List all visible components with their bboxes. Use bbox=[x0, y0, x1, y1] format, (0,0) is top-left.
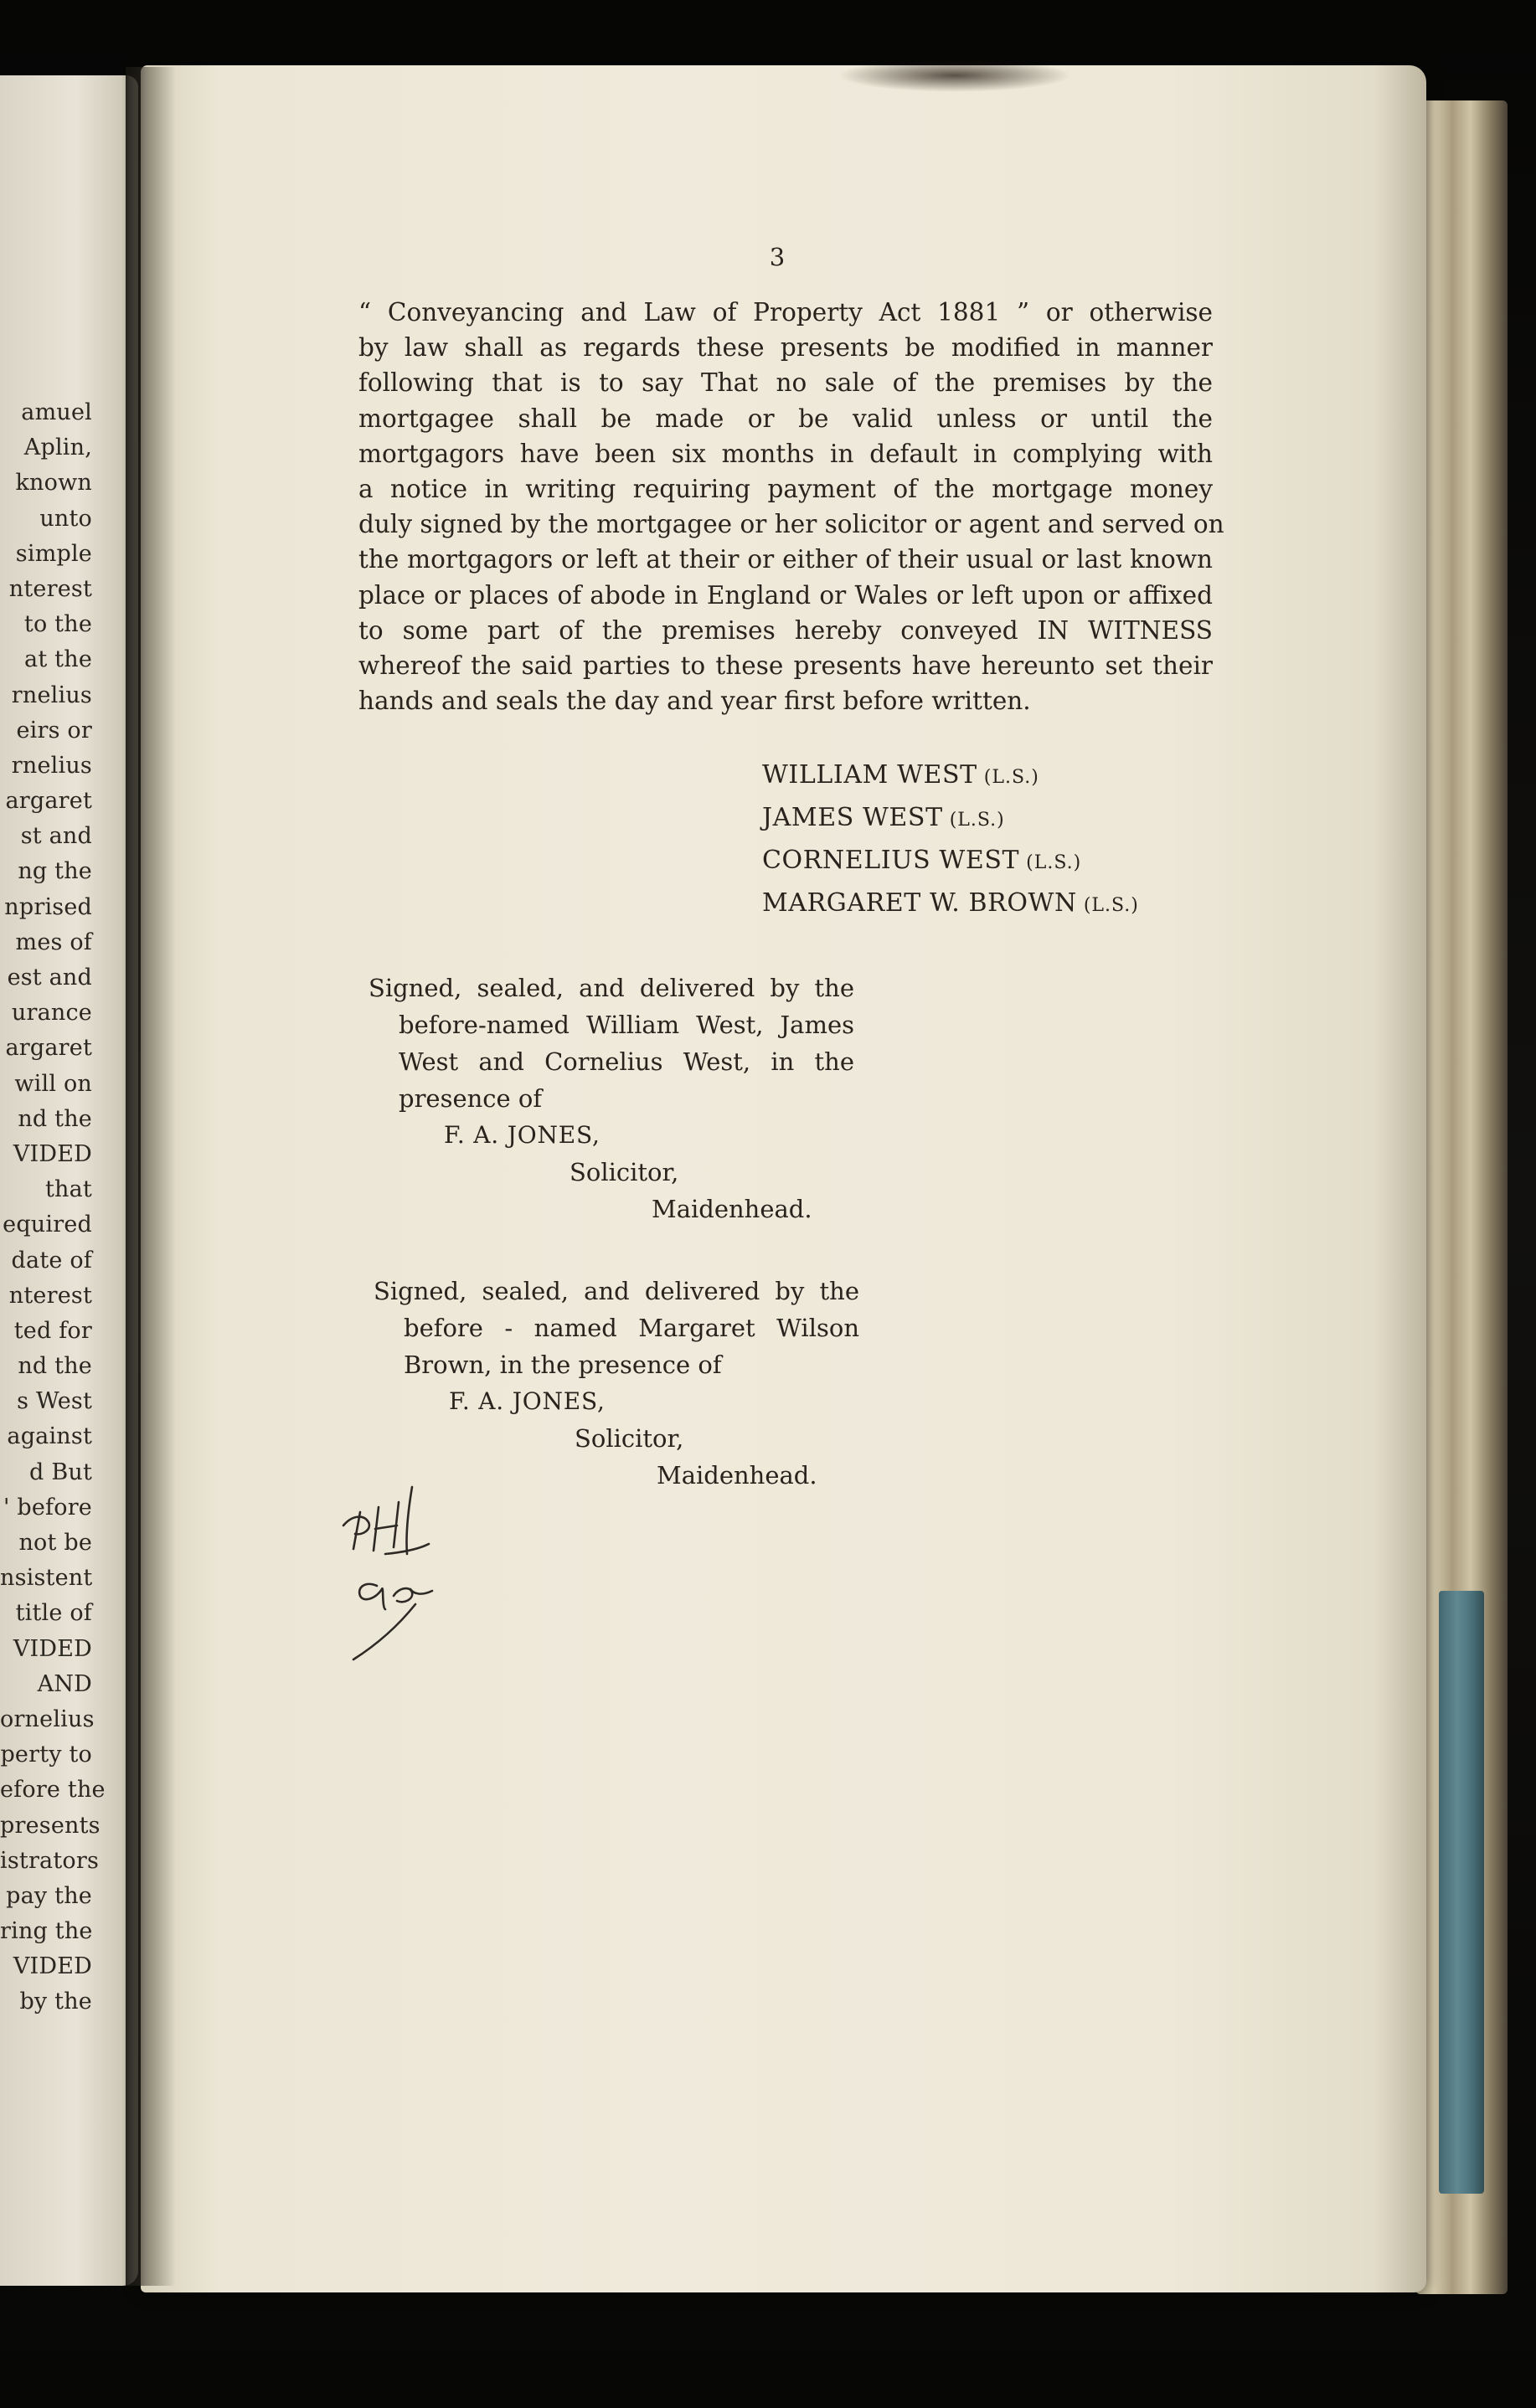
left-page-line: mes of bbox=[15, 929, 92, 955]
left-page-line: amuel bbox=[21, 399, 92, 425]
attestation-line: Signed, sealed, and delivered by the bbox=[369, 974, 854, 1002]
left-page-line: s West bbox=[17, 1388, 92, 1415]
left-page-line: efore the bbox=[0, 1777, 106, 1803]
witness-place: Maidenhead. bbox=[652, 1195, 812, 1223]
left-page-line: st and bbox=[20, 823, 92, 850]
left-page-line: ornelius bbox=[0, 1706, 95, 1732]
left-page-text-fragments bbox=[0, 395, 106, 2020]
seal-mark: (L.S.) bbox=[1026, 852, 1082, 873]
body-line: by law shall as regards these presents be modified in manner bbox=[358, 333, 1213, 363]
left-page-line: nsistent bbox=[0, 1565, 93, 1592]
left-page-line: equired bbox=[3, 1212, 92, 1238]
signatory bbox=[762, 754, 1231, 796]
left-page bbox=[0, 75, 138, 2286]
left-page-line: VIDED bbox=[13, 1140, 92, 1167]
body-line: “ Conveyancing and Law of Property Act 1881 ” or otherwise bbox=[358, 298, 1213, 327]
signatory-name: JAMES WEST bbox=[762, 803, 943, 832]
left-page-line: d But bbox=[29, 1459, 92, 1485]
left-page-line: known bbox=[15, 470, 92, 497]
left-page-line: not be bbox=[18, 1530, 92, 1556]
left-page-line: eirs or bbox=[16, 717, 92, 743]
attestation-line: Brown, in the presence of bbox=[404, 1351, 722, 1379]
left-page-line: title of bbox=[15, 1600, 92, 1627]
left-page-line: argaret bbox=[5, 1035, 92, 1062]
left-page-line: at the bbox=[24, 646, 92, 673]
left-page-line: istrators bbox=[0, 1847, 100, 1874]
attestation-clause-1 bbox=[369, 970, 854, 1227]
left-page-line: date of bbox=[11, 1247, 92, 1273]
body-line: the mortgagors or left at their or either of their usual or last known bbox=[358, 545, 1213, 574]
witness-title: Solicitor, bbox=[575, 1424, 684, 1453]
gutter-shadow bbox=[126, 67, 176, 2286]
left-page-line: VIDED bbox=[13, 1635, 92, 1662]
blue-paper-tab bbox=[1439, 1591, 1484, 2194]
left-page-line: rnelius bbox=[11, 752, 92, 779]
left-page-line: nterest bbox=[8, 1282, 92, 1309]
seal-mark: (L.S.) bbox=[1083, 895, 1139, 916]
left-page-line: VIDED bbox=[13, 1953, 92, 1980]
attestation-text bbox=[374, 1273, 859, 1383]
left-page-line: unto bbox=[39, 505, 92, 532]
left-page-line: nterest bbox=[8, 575, 92, 602]
body-line: place or places of abode in England or Wales or left upon or affixed bbox=[358, 580, 1213, 610]
left-page-line: perty to bbox=[0, 1742, 92, 1768]
body-line: duly signed by the mortgagee or her solicitor or agent and served on bbox=[358, 510, 1224, 539]
left-page-line: Aplin, bbox=[23, 435, 92, 461]
signatory bbox=[762, 839, 1231, 882]
left-page-line: simple bbox=[15, 540, 92, 567]
witness-name: F. A. JONES, bbox=[444, 1121, 600, 1149]
attestation-text bbox=[369, 970, 854, 1117]
attestation-line: Signed, sealed, and delivered by the bbox=[374, 1277, 859, 1305]
left-page-line: urance bbox=[11, 1000, 92, 1026]
body-line: to some part of the premises hereby conveyed IN WITNESS bbox=[358, 615, 1213, 645]
left-page-line: against bbox=[7, 1423, 92, 1450]
witness-name: F. A. JONES, bbox=[449, 1387, 606, 1415]
left-page-line: nd the bbox=[18, 1105, 92, 1132]
attestation-line: presence of bbox=[399, 1084, 543, 1113]
left-page-line: to the bbox=[23, 611, 92, 638]
body-line: hands and seals the day and year first before written. bbox=[358, 687, 1031, 716]
attestation-line: West and Cornelius West, in the bbox=[399, 1047, 854, 1076]
left-page-line: pay the bbox=[6, 1882, 92, 1909]
attestation-clause-2 bbox=[374, 1273, 859, 1494]
deed-body-text bbox=[358, 295, 1224, 718]
signatory-name: WILLIAM WEST bbox=[762, 760, 977, 790]
body-line: following that is to say That no sale of the premises by the bbox=[358, 368, 1213, 398]
left-page-line: will on bbox=[14, 1070, 92, 1097]
left-page-line: by the bbox=[19, 1989, 92, 2015]
left-page-line: that bbox=[45, 1176, 92, 1203]
left-page-line: ng the bbox=[18, 858, 92, 885]
left-page-line: ' before bbox=[3, 1494, 92, 1520]
witness-title: Solicitor, bbox=[570, 1158, 679, 1186]
signatory bbox=[762, 796, 1231, 839]
signatory-name: MARGARET W. BROWN bbox=[762, 888, 1077, 918]
body-line: whereof the said parties to these presents have hereunto set their bbox=[358, 651, 1213, 680]
left-page-line: AND bbox=[37, 1670, 92, 1697]
page-top-stain bbox=[838, 59, 1072, 92]
left-page-line: nd the bbox=[18, 1353, 92, 1380]
handwritten-initials bbox=[335, 1482, 486, 1666]
left-page-line: nprised bbox=[4, 893, 92, 920]
left-page-line: presents bbox=[0, 1812, 101, 1839]
seal-mark: (L.S.) bbox=[949, 810, 1005, 831]
left-page-line: argaret bbox=[5, 788, 92, 815]
signatory bbox=[762, 882, 1231, 924]
body-line: mortgagors have been six months in default in complying with bbox=[358, 439, 1213, 468]
signatory-name: CORNELIUS WEST bbox=[762, 846, 1020, 875]
left-page-line: ring the bbox=[0, 1918, 93, 1945]
witness-place: Maidenhead. bbox=[657, 1461, 817, 1490]
left-page-line: rnelius bbox=[11, 682, 92, 708]
attestation-line: before-named William West, James bbox=[399, 1011, 854, 1039]
attestation-line: before - named Margaret Wilson bbox=[404, 1314, 859, 1342]
seal-mark: (L.S.) bbox=[983, 767, 1039, 788]
left-page-line: ted for bbox=[13, 1317, 92, 1344]
page-number: 3 bbox=[769, 243, 786, 271]
left-page-line: est and bbox=[7, 965, 92, 990]
signatory-list bbox=[762, 754, 1231, 924]
body-line: a notice in writing requiring payment of the mortgage money bbox=[358, 474, 1213, 503]
body-line: mortgagee shall be made or be valid unless or until the bbox=[358, 404, 1213, 433]
